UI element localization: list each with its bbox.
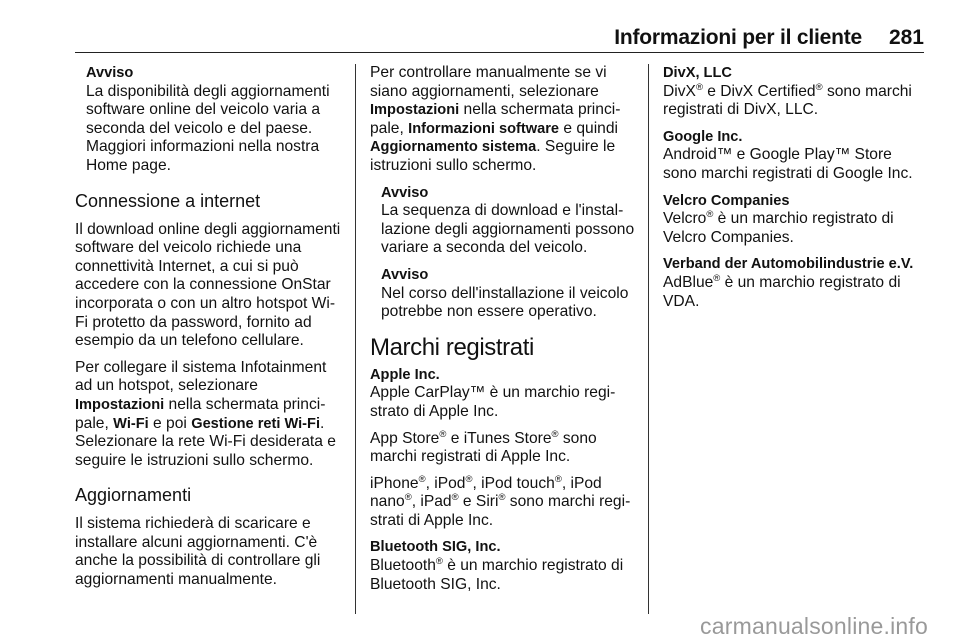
- registered-mark: ®: [815, 81, 823, 93]
- header-rule: [75, 52, 924, 53]
- text: e DivX Certified: [702, 82, 816, 100]
- registered-mark: ®: [498, 492, 506, 504]
- registered-mark: ®: [404, 492, 412, 504]
- text: Bluetooth: [370, 557, 436, 575]
- item-title-vda: Verband der Automobilindustrie e.V.: [663, 256, 914, 273]
- text: AdBlue: [663, 273, 714, 291]
- ui-term: Impostazioni: [75, 396, 165, 413]
- paragraph: [663, 83, 928, 120]
- paragraph: Apple CarPlay™ è un marchio registrato di Apple Inc.: [370, 384, 616, 420]
- section-heading-trademarks: Marchi registrati: [370, 333, 534, 361]
- text: è un marchio registrato di VDA.: [663, 273, 901, 310]
- ui-term: Wi-Fi: [113, 415, 149, 432]
- paragraph: [370, 430, 635, 467]
- registered-mark: ®: [451, 492, 459, 504]
- note-text: Nel corso dell'installazione il veicolo potrebbe non essere operativo.: [381, 284, 629, 321]
- note-title: Avviso: [381, 184, 429, 201]
- text: è un marchio registrato di Bluetooth SIG, Inc.: [370, 557, 624, 593]
- ui-term: Gestione reti Wi-Fi: [191, 415, 321, 432]
- text: App Store: [370, 429, 440, 447]
- note-download: [381, 184, 635, 258]
- text: sono marchi registrati di Apple Inc.: [370, 429, 597, 466]
- paragraph: Il sistema richiederà di scaricare e installare alcuni aggiornamenti. C'è anche la possibilità di controllare gli aggiornamenti manualmente.: [75, 515, 321, 589]
- paragraph: [370, 475, 635, 531]
- text: , iPod: [425, 474, 466, 492]
- paragraph: [370, 557, 635, 594]
- section-heading-internet: Connessione a internet: [75, 190, 261, 211]
- page-title: Informazioni per il cliente: [614, 26, 862, 49]
- ui-term: Informazioni software: [408, 120, 559, 137]
- text: , iPad: [411, 493, 452, 511]
- paragraph: Il download online degli aggiornamenti software del veicolo richiede una connettività Internet, a cui si può accedere con la connessione OnStar incorporata o con un altro hotspot Wi-Fi protetto da password, fornito ad esempio da un telefono cellulare.: [75, 220, 341, 350]
- text: e Siri: [458, 493, 499, 511]
- text: e iTunes Store: [446, 429, 552, 447]
- registered-mark: ®: [435, 556, 443, 568]
- text: nella schermata principale,: [75, 395, 326, 432]
- column-divider: [648, 64, 649, 614]
- note-availability: [86, 64, 345, 176]
- text: è un marchio registrato di Velcro Companies.: [663, 210, 894, 246]
- registered-mark: ®: [695, 81, 703, 93]
- note-text: La disponibilità degli aggiornamenti software online del veicolo varia a seconda del veicolo e del paese. Maggiori informazioni nella nostra Home page.: [86, 82, 330, 174]
- text: e quindi: [563, 119, 618, 137]
- text: . Selezionare la rete Wi-Fi desiderata e seguire le istruzioni sullo schermo.: [75, 414, 336, 469]
- text: , iPod touch: [472, 474, 555, 492]
- note-install: [381, 266, 635, 322]
- text: sono marchi registrati di Apple Inc.: [370, 493, 631, 529]
- paragraph: [370, 64, 635, 176]
- item-title-google: Google Inc.: [663, 128, 743, 145]
- item-title-bluetooth: Bluetooth SIG, Inc.: [370, 539, 501, 556]
- registered-mark: ®: [439, 428, 447, 440]
- registered-mark: ®: [554, 473, 562, 485]
- section-heading-updates: Aggiornamenti: [75, 485, 192, 506]
- registered-mark: ®: [551, 428, 559, 440]
- registered-mark: ®: [713, 272, 721, 284]
- registered-mark: ®: [465, 473, 473, 485]
- page-header: [75, 24, 924, 54]
- text: Per collegare il sistema Infotainment ad un hotspot, selezionare: [75, 358, 327, 395]
- paragraph: Android™ e Google Play™ Store sono marchi registrati di Google Inc.: [663, 146, 913, 182]
- watermark: carmanualsonline.info: [700, 613, 928, 639]
- column-1: [75, 64, 345, 598]
- item-title-velcro: Velcro Companies: [663, 192, 790, 209]
- paragraph: [75, 359, 345, 471]
- text: DivX: [663, 82, 696, 100]
- text: nella schermata principale,: [370, 101, 621, 137]
- column-3: [663, 64, 928, 319]
- column-divider: [355, 64, 356, 614]
- note-text: La sequenza di download e l'installazione degli aggiornamenti possono variare a seconda del veicolo.: [381, 202, 635, 257]
- text: Per controllare manualmente se vi siano aggiornamenti, selezionare: [370, 64, 607, 100]
- item-title-apple: Apple Inc.: [370, 366, 440, 383]
- column-2: [370, 64, 635, 602]
- text: . Seguire le istruzioni sullo schermo.: [370, 138, 616, 174]
- item-title-divx: DivX, LLC: [663, 65, 732, 81]
- registered-mark: ®: [418, 473, 426, 485]
- note-title: Avviso: [86, 65, 134, 81]
- registered-mark: ®: [706, 209, 714, 221]
- page-number: 281: [888, 26, 924, 49]
- text: iPhone: [370, 474, 419, 492]
- paragraph: [663, 274, 928, 311]
- paragraph: [663, 210, 928, 247]
- ui-term: Aggiornamento sistema: [370, 139, 537, 156]
- text: sono marchi registrati di DivX, LLC.: [663, 82, 912, 119]
- text: Velcro: [663, 210, 707, 228]
- ui-term: Impostazioni: [370, 102, 460, 119]
- text: e poi: [153, 414, 187, 432]
- note-title: Avviso: [381, 266, 429, 283]
- text: , iPod nano: [370, 474, 602, 511]
